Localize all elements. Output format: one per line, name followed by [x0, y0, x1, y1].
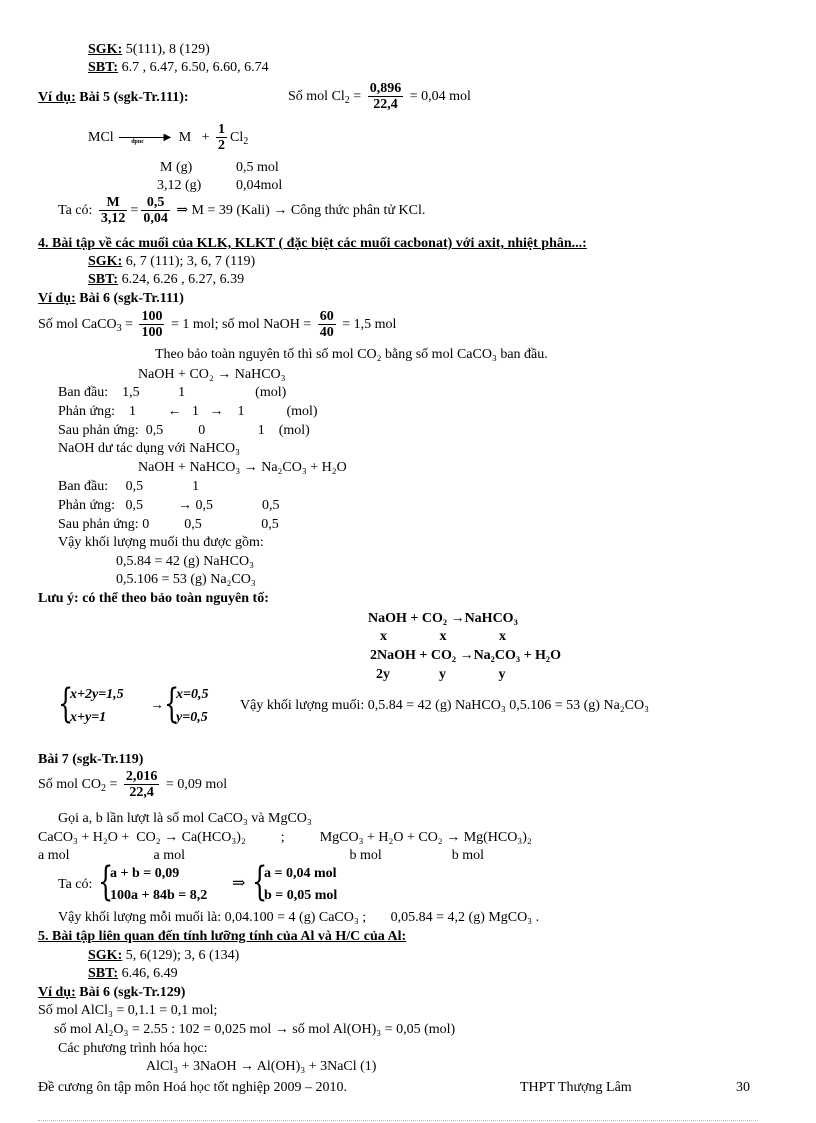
ta-co-label: Ta có: [58, 877, 93, 892]
sbt-label: SBT: [88, 60, 119, 75]
frac-denominator: 3,12 [100, 211, 126, 227]
frac-numerator: 0,896 [369, 81, 402, 97]
example-heading [38, 985, 185, 1001]
text-line: Theo bảo toàn nguyên tố thì số mol CO₂ bằng số mol CaCO₃ ban đầu. [155, 347, 548, 362]
brace-icon: { [58, 681, 74, 727]
table-row: Sau phản ứng: 0 0,5 0,5 [58, 517, 279, 532]
system-eq: x+y=1 [70, 710, 107, 725]
ta-co-molar-mass: Ta có: $\frac{M}{3,12}$ = $\frac{0,5}{0,04}$ ⇒ M = 39 (Kali) → Công thức phân tử KCl. [58, 195, 426, 227]
plus-sign: + [201, 130, 210, 145]
example-heading [38, 291, 184, 307]
brace-icon: { [98, 859, 114, 905]
sbt-values: 6.46, 6.49 [118, 966, 178, 981]
sbt-values: 6.7 , 6.47, 6.50, 6.60, 6.74 [118, 60, 269, 75]
example-heading [38, 90, 189, 106]
table-row: x x x [380, 629, 506, 644]
text-line: Vậy khối lượng mỗi muối là: 0,04.100 = 4 (g) CaCO₃ ; 0,05.84 = 4,2 (g) MgCO₃ . [58, 910, 540, 925]
sgk-ref-line [88, 254, 255, 270]
ratio-row-1 [160, 160, 192, 176]
equation: NaOH + CO₂ →NaHCO₃ [368, 611, 518, 626]
system-eq: y=0,5 [176, 710, 208, 725]
mol-caco3-naoh: Số mol CaCO$_3$ = $\frac{100}{100}$ = 1 mol; số mol NaOH = $\frac{60}{40}$ = 1,5 mol [38, 309, 397, 341]
text-line: Các phương trình hóa học: [58, 1041, 208, 1056]
example-title: Bài 6 (sgk-Tr.111) [75, 291, 184, 306]
sgk-values: 6, 7 (111); 3, 6, 7 (119) [122, 254, 256, 269]
sbt-label: SBT: [88, 272, 119, 287]
half-denominator: 2 [218, 138, 226, 154]
mol-cl2-formula: Số mol $Cl_2$ = $\frac{0,896}{22,4}$ = 0,04 mol [288, 81, 471, 113]
text-line: NaOH dư tác dụng với NaHCO₃ [58, 441, 241, 456]
example-title: Bài 5 (sgk-Tr.111): [75, 90, 189, 105]
section-4-heading: 4. Bài tập về các muối của KLK, KLKT ( đặc biệt các muối cacbonat) với axit, nhiệt phân...: [38, 236, 587, 251]
system-eq: x+2y=1,5 [70, 687, 124, 702]
sgk-label: SGK: [88, 254, 123, 269]
table-row: 2y y y [376, 667, 506, 682]
mol-cl2-result: = 0,04 mol [409, 89, 471, 104]
ratio-row-1-val: 0,5 mol [236, 160, 279, 175]
footer-school: THPT Thượng Lâm [520, 1080, 632, 1095]
equation: NaOH + CO₂ → NaHCO₃ [138, 367, 286, 382]
sgk-ref-line [88, 948, 239, 964]
example-title: Bài 7 (sgk-Tr.119) [38, 752, 144, 767]
system-eq: b = 0,05 mol [264, 888, 338, 903]
section-5-heading: 5. Bài tập liên quan đến tính lưỡng tính của Al và H/C của Al: [38, 929, 407, 944]
mol-co2-result: = 0,09 mol [165, 777, 228, 792]
equation: 2NaOH + CO₂ →Na₂CO₃ + H₂O [370, 648, 562, 663]
system-eq: 100a + 84b = 8,2 [110, 888, 208, 903]
frac-numerator: 100 [141, 309, 163, 325]
sgk-values: 5, 6(129); 3, 6 (134) [122, 948, 240, 963]
frac-denominator: 0,04 [143, 211, 168, 227]
frac-denominator: 22,4 [129, 785, 154, 801]
example-label: Ví dụ: [38, 985, 76, 1000]
frac-denominator: 22,4 [373, 97, 398, 113]
frac-denominator: 100 [141, 325, 163, 341]
table-row: Ban đầu: 0,5 1 [58, 479, 200, 494]
text-line: 0,5.84 = 42 (g) NaHCO₃ [116, 554, 254, 569]
brace-icon: { [164, 681, 180, 727]
system-eq: x=0,5 [176, 687, 209, 702]
text-line: 0,5.106 = 53 (g) Na₂CO₃ [116, 572, 256, 587]
ta-co-label: Ta có: [58, 203, 93, 218]
sbt-ref-line [88, 966, 178, 982]
arrow-icon: → [150, 698, 164, 713]
mcl-reactant: MCl [88, 130, 114, 145]
ratio-row-1-label: M (g) [160, 160, 193, 175]
sgk-ref-line [88, 42, 210, 58]
equation: AlCl₃ + 3NaOH → Al(OH)₃ + 3NaCl (1) [146, 1059, 377, 1074]
footer-title: Đề cương ôn tập môn Hoá học tốt nghiệp 2009 – 2010. [38, 1080, 347, 1095]
text-line: Gọi a, b lần lượt là số mol CaCO₃ và MgCO₃ [58, 811, 312, 826]
frac-numerator: 60 [319, 309, 334, 325]
table-row: a mol a mol b mol b mol [38, 848, 485, 863]
mol-caco3-prefix: Số mol CaCO [38, 317, 117, 332]
mol-co2-formula: Số mol $CO_2$ = $\frac{2,016}{22,4}$ = 0,09 mol [38, 769, 228, 801]
sbt-ref-line [88, 272, 244, 288]
ratio-row-2-label: 3,12 (g) [157, 178, 202, 193]
molar-mass-result: ⇒ M = 39 (Kali) → Công thức phân tử KCl. [176, 203, 426, 218]
brace-icon: { [252, 859, 268, 905]
cl2-product: Cl [230, 130, 244, 145]
table-row: Phản ứng: 1 ← 1 → 1 (mol) [58, 404, 318, 419]
sgk-values: 5(111), 8 (129) [122, 42, 210, 57]
sgk-label: SGK: [88, 948, 123, 963]
text-line: số mol Al₂O₃ = 2.55 : 102 = 0,025 mol → số mol Al(OH)₃ = 0,05 (mol) [54, 1022, 456, 1037]
example-label: Ví dụ: [38, 90, 76, 105]
frac-numerator: M [99, 195, 128, 211]
system-eq: a = 0,04 mol [264, 866, 337, 881]
text-line: Vậy khối lượng muối: 0,5.84 = 42 (g) NaHCO₃ 0,5.106 = 53 (g) Na₂CO₃ [240, 698, 650, 713]
example-label: Ví dụ: [38, 291, 76, 306]
half-numerator: 1 [218, 122, 226, 138]
electrolysis-arrow: đpnc ▶ [117, 131, 175, 145]
table-row: Phản ứng: 0,5 → 0,5 0,5 [58, 498, 280, 513]
ratio-row-2-val: 0,04mol [236, 178, 283, 193]
sbt-values: 6.24, 6.26 , 6.27, 6.39 [118, 272, 245, 287]
mcl-reaction: MCl đpnc ▶ M + $\frac{1}{2}$ $Cl_2$ [88, 120, 248, 156]
text-line: Số mol AlCl₃ = 0,1.1 = 0,1 mol; [38, 1003, 218, 1018]
text-line: Vậy khối lượng muối thu được gồm: [58, 535, 264, 550]
arrow-label: đpnc [131, 138, 144, 145]
ratio-row-1-value [236, 160, 279, 176]
table-row: Sau phản ứng: 0,5 0 1 (mol) [58, 423, 310, 438]
frac-numerator: 0,5 [141, 195, 170, 211]
sbt-ref-line [88, 60, 269, 76]
equation: CaCO₃ + H₂O + CO₂ → Ca(HCO₃)₂ ; MgCO₃ + H₂O + CO₂ → Mg(HCO₃)₂ [38, 830, 532, 845]
page-number: 30 [736, 1080, 750, 1095]
mol-cl2-prefix: Số mol Cl [288, 89, 345, 104]
mol-naoh-prefix: = 1 mol; số mol NaOH = [170, 317, 312, 332]
mol-co2-prefix: Số mol CO [38, 777, 102, 792]
implies-icon: ⇒ [232, 875, 246, 892]
page-divider [38, 1120, 758, 1121]
frac-denominator: 40 [319, 325, 334, 341]
note-heading: Lưu ý: có thể theo bảo toàn nguyên tố: [38, 591, 269, 606]
equation: NaOH + NaHCO₃ → Na₂CO₃ + H₂O [138, 460, 347, 475]
system-eq: a + b = 0,09 [110, 866, 180, 881]
mol-naoh-result: = 1,5 mol [342, 317, 397, 332]
mcl-product-m: M [178, 130, 192, 145]
sbt-label: SBT: [88, 966, 119, 981]
page-footer [38, 1080, 768, 1098]
sgk-label: SGK: [88, 42, 123, 57]
frac-numerator: 2,016 [125, 769, 158, 785]
example-title: Bài 6 (sgk-Tr.129) [75, 985, 186, 1000]
table-row: Ban đầu: 1,5 1 (mol) [58, 385, 287, 400]
